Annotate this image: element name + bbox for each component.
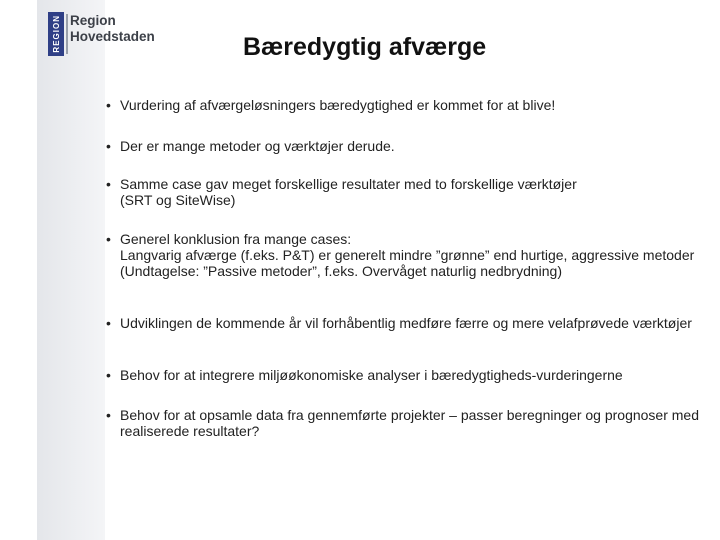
- bullet-marker: •: [106, 231, 111, 247]
- bullet-item: [106, 97, 710, 113]
- bullet-item: [106, 138, 710, 154]
- bullet-item: [106, 367, 710, 383]
- logo-line-1: Region: [70, 13, 116, 28]
- bullet-item: [106, 315, 710, 331]
- bullet-marker: •: [106, 315, 111, 331]
- bullet-text: Der er mange metoder og værktøjer derude.: [120, 138, 395, 154]
- bullet-text: Vurdering af afværgeløsningers bæredygtighed er kommet for at blive!: [120, 97, 556, 113]
- region-logo-badge: [48, 12, 64, 56]
- bullet-text: Samme case gav meget forskellige resultater med to forskellige værktøjer (SRT og SiteWise): [120, 176, 577, 208]
- bullet-marker: •: [106, 97, 111, 113]
- bullet-marker: •: [106, 407, 111, 423]
- bullet-marker: •: [106, 138, 111, 154]
- bullet-text: Generel konklusion fra mange cases: Langvarig afværge (f.eks. P&T) er generelt mindre ”grønne” end hurtige, aggressive metoder (Undtagelse: ”Passive metoder”, f.eks. Overvåget naturlig nedbrydning): [120, 231, 695, 279]
- bullet-text: Behov for at opsamle data fra gennemførte projekter – passer beregninger og prognoser med realiserede resultater?: [120, 407, 699, 439]
- slide-title: Bæredygtig afværge: [243, 33, 487, 61]
- bullet-item: [106, 176, 710, 208]
- logo-divider: [66, 14, 68, 54]
- bullet-marker: •: [106, 176, 111, 192]
- logo-line-2: Hovedstaden: [70, 29, 155, 44]
- bullet-item: [106, 231, 710, 279]
- region-logo-text: [70, 13, 155, 45]
- logo-badge-text: REGION: [51, 15, 61, 53]
- bullet-text: Behov for at integrere miljøøkonomiske analyser i bæredygtigheds-vurderingerne: [120, 367, 623, 383]
- bullet-marker: •: [106, 367, 111, 383]
- bullet-text: Udviklingen de kommende år vil forhåbentlig medføre færre og mere velafprøvede værktøjer: [120, 315, 692, 331]
- left-decorative-band: [37, 0, 105, 540]
- bullet-item: [106, 407, 710, 439]
